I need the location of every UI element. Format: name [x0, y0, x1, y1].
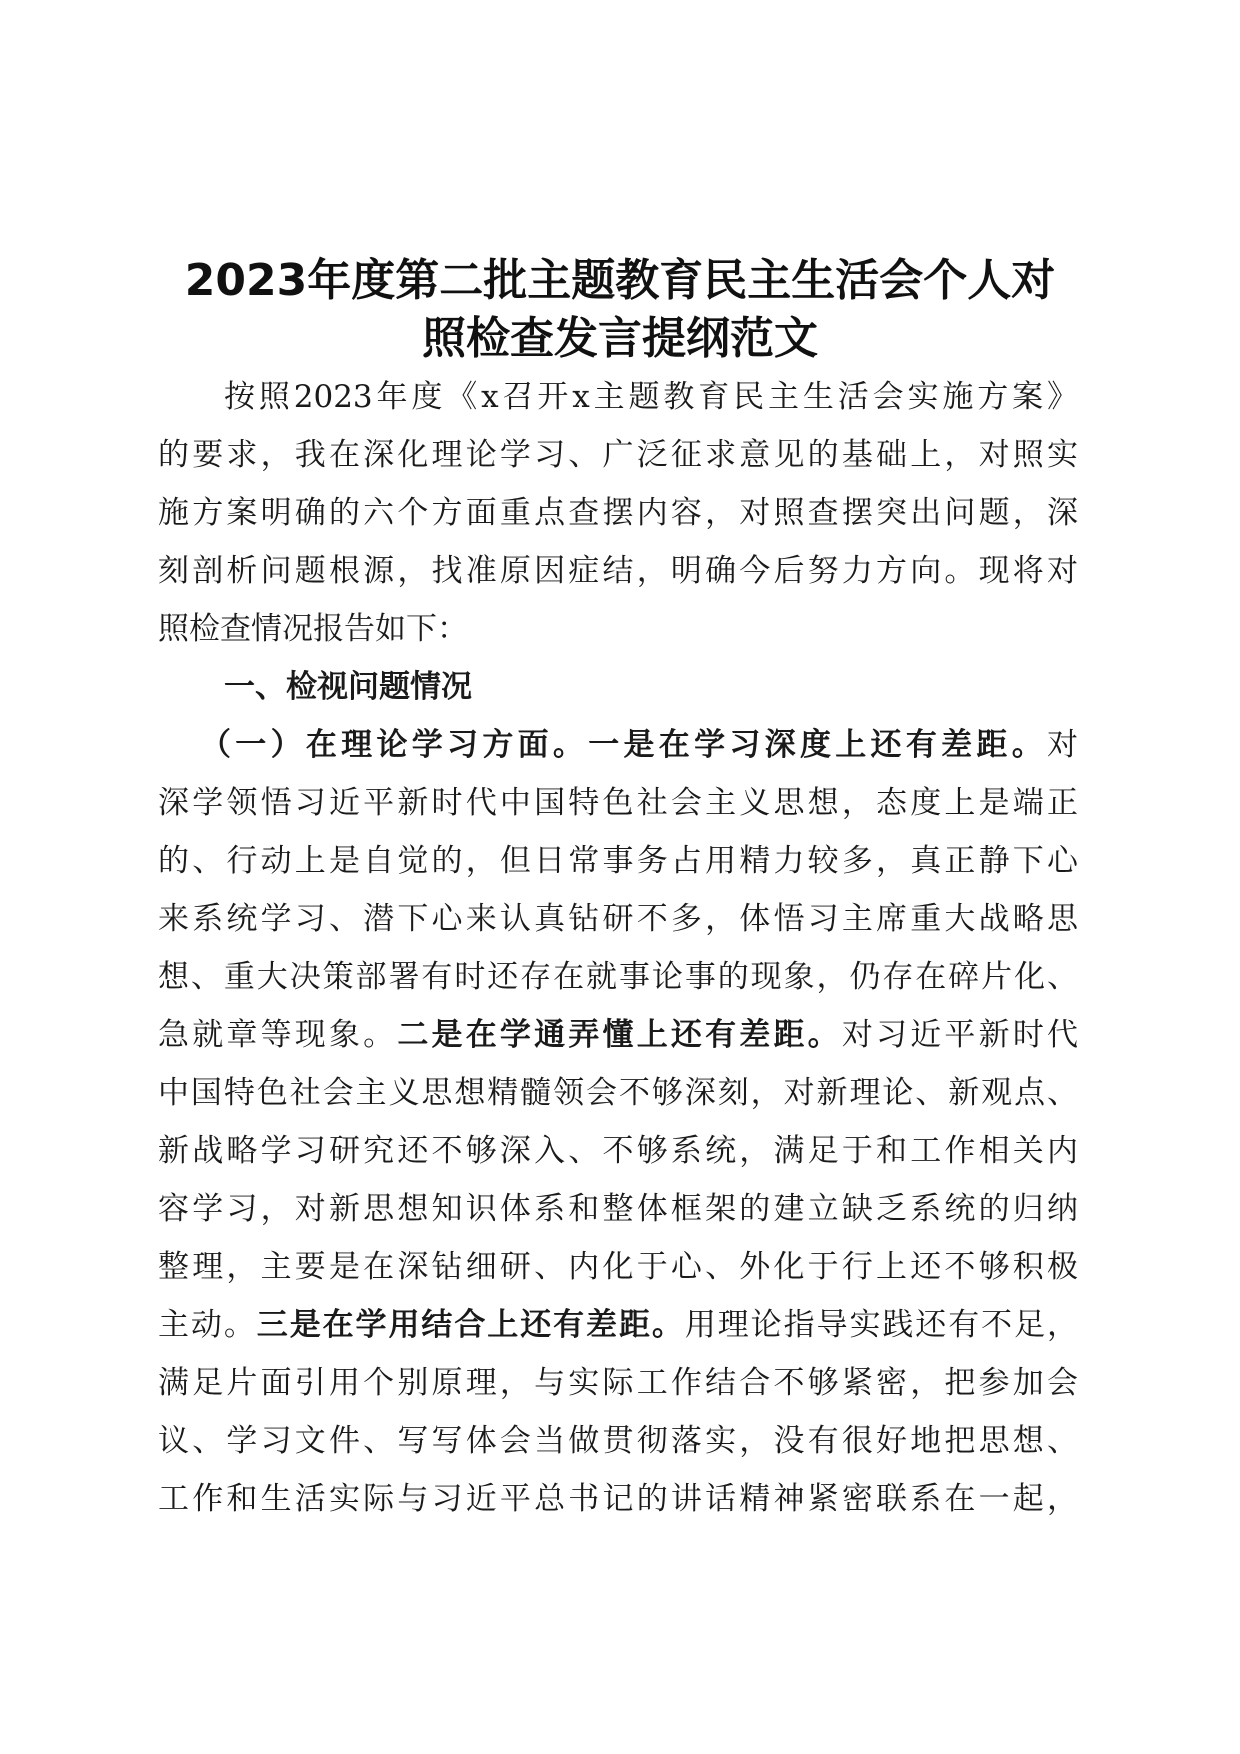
para1-line-13: 议、学习文件、写写体会当做贯彻落实，没有很好地把思想、 — [158, 1423, 1078, 1459]
intro-line-4: 刻剖析问题根源，找准原因症结，明确今后努力方向。现将对 — [158, 553, 1078, 589]
para1-line-11-pre: 主动。 — [158, 1307, 257, 1343]
para1-line-2: 深学领悟习近平新时代中国特色社会主义思想，态度上是端正 — [158, 785, 1078, 821]
para1-line-10: 整理，主要是在深钻细研、内化于心、外化于行上还不够积极 — [158, 1249, 1078, 1285]
para1-line-6-pre: 急就章等现象。 — [158, 1017, 398, 1053]
para1-line-11 — [158, 1296, 1078, 1354]
document-title-line-2: 照检查发言提纲范文 — [422, 313, 818, 364]
intro-line-5: 照检查情况报告如下： — [158, 611, 468, 647]
para1-line-14: 工作和生活实际与习近平总书记的讲话精神紧密联系在一起， — [158, 1481, 1078, 1517]
para1-line-3: 的、行动上是自觉的，但日常事务占用精力较多，真正静下心 — [158, 843, 1078, 879]
section-heading: 一、检视问题情况 — [224, 669, 472, 705]
para1-line-4: 来系统学习、潜下心来认真钻研不多，体悟习主席重大战略思 — [158, 901, 1078, 937]
para1-line-11-post: 用理论指导实践还有不足， — [684, 1307, 1079, 1343]
para1-line-9: 容学习，对新思想知识体系和整体框架的建立缺乏系统的归纳 — [158, 1191, 1078, 1227]
para1-line-1 — [200, 716, 1078, 774]
intro-line-2: 的要求，我在深化理论学习、广泛征求意见的基础上，对照实 — [158, 437, 1078, 473]
para1-line-8: 新战略学习研究还不够深入、不够系统，满足于和工作相关内 — [158, 1133, 1078, 1169]
document-title-line-1: 2023年度第二批主题教育民主生活会个人对 — [184, 255, 1056, 306]
para1-line-1-rest: 对 — [1047, 727, 1078, 763]
intro-line-3: 施方案明确的六个方面重点查摆内容，对照查摆突出问题，深 — [158, 495, 1078, 531]
para1-line-6-post: 对习近平新时代 — [841, 1017, 1079, 1053]
para1-bold-lead: （一）在理论学习方面。一是在学习深度上还有差距。 — [200, 727, 1047, 763]
para1-bold-third: 三是在学用结合上还有差距。 — [256, 1307, 685, 1343]
para1-line-5: 想、重大决策部署有时还存在就事论事的现象，仍存在碎片化、 — [158, 959, 1078, 995]
para1-line-12: 满足片面引用个别原理，与实际工作结合不够紧密，把参加会 — [158, 1365, 1078, 1401]
para1-line-6 — [158, 1006, 1078, 1064]
intro-line-1: 按照2023年度《x召开x主题教育民主生活会实施方案》 — [224, 379, 1078, 415]
para1-bold-second: 二是在学通弄懂上还有差距。 — [397, 1017, 842, 1053]
para1-line-7: 中国特色社会主义思想精髓领会不够深刻，对新理论、新观点、 — [158, 1075, 1078, 1111]
